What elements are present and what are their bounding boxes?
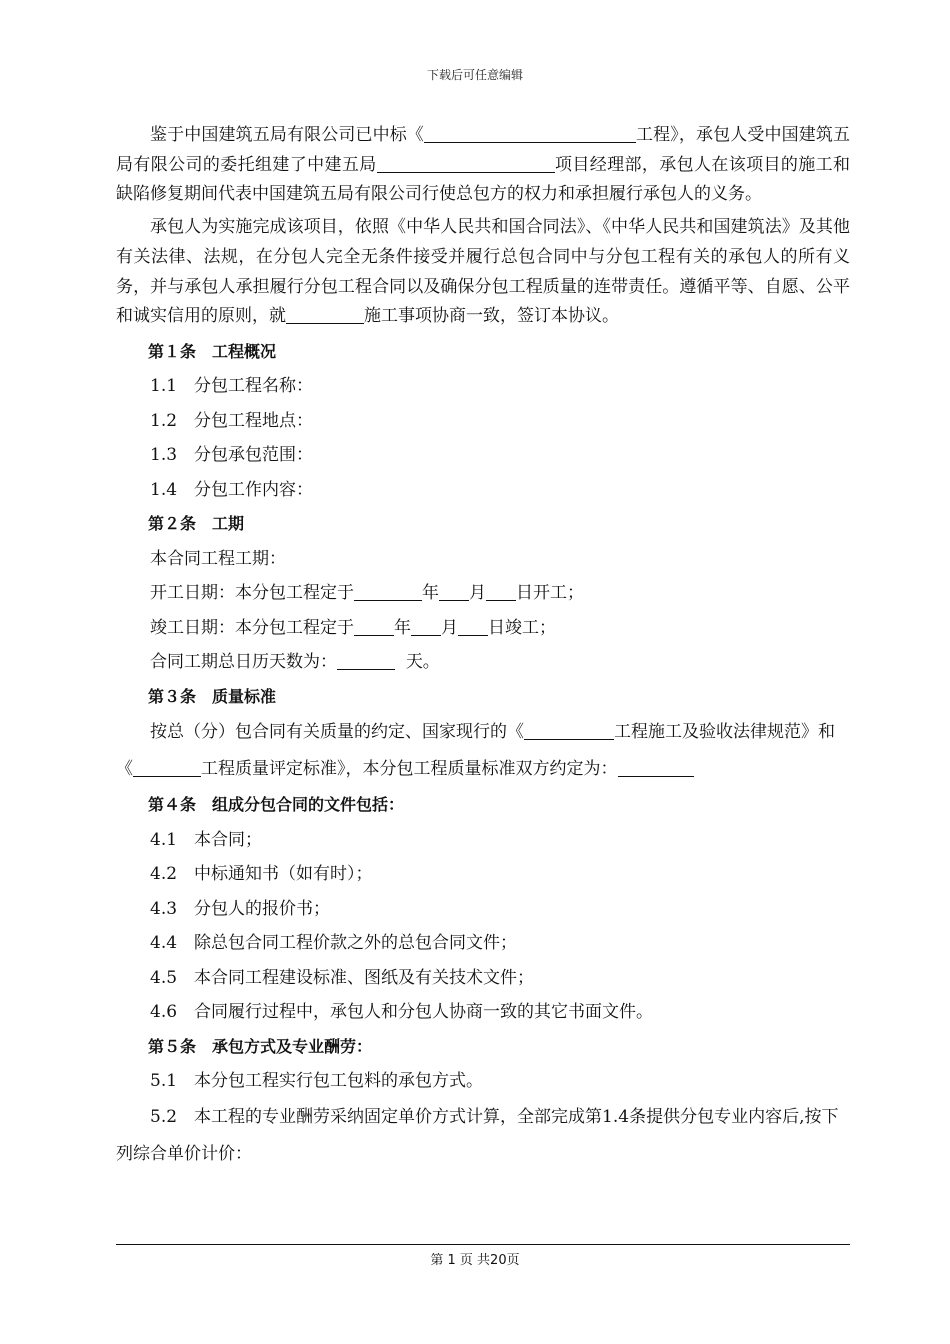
footer-divider bbox=[116, 1244, 850, 1245]
end-day-blank bbox=[458, 618, 488, 636]
article-5-item: 5.1 本分包工程实行包工包料的承包方式。 bbox=[150, 1071, 484, 1092]
intro-paragraph-1 bbox=[116, 121, 850, 210]
start-month-blank bbox=[439, 583, 469, 601]
end-date-line bbox=[116, 611, 850, 646]
start-date-label: 开工日期：本分包工程定于 bbox=[150, 583, 354, 604]
article-4-item: 4.3 分包人的报价书； bbox=[150, 898, 331, 919]
project-name-blank bbox=[424, 125, 636, 143]
intro-text: 施工事项协商一致，签订本协议。 bbox=[364, 306, 619, 327]
total-days-label: 合同工期总日历天数为： bbox=[150, 652, 337, 673]
article-4-item: 4.1 本合同； bbox=[150, 829, 263, 850]
article-3-heading: 第３条 质量标准 bbox=[148, 686, 277, 706]
article-5-heading: 第５条 承包方式及专业酬劳： bbox=[148, 1036, 373, 1056]
quality-paragraph bbox=[116, 714, 850, 788]
end-month-blank bbox=[411, 618, 441, 636]
start-year-blank bbox=[354, 583, 422, 601]
end-day-label: 日竣工； bbox=[488, 617, 556, 638]
start-day-blank bbox=[486, 583, 516, 601]
regulation-blank bbox=[524, 722, 614, 740]
start-date-line bbox=[116, 576, 850, 611]
article-4-item: 4.4 除总包合同工程价款之外的总包合同文件； bbox=[150, 933, 518, 954]
article-1-item: 1.4 分包工作内容： bbox=[150, 479, 314, 500]
article-4-item: 4.6 合同履行过程中，承包人和分包人协商一致的其它书面文件。 bbox=[150, 1002, 654, 1023]
article-4-heading: 第４条 组成分包合同的文件包括： bbox=[148, 795, 405, 815]
intro-text: 项目经理部，承包人在该项目的施工和缺陷修复期间代表中国建筑五局有限公司行使总包方的权力和承担履行承包人的义务。 bbox=[116, 154, 850, 205]
work-item-blank bbox=[286, 306, 364, 324]
article-2-heading: 第２条 工期 bbox=[148, 514, 245, 534]
quality-standard-blank bbox=[618, 759, 694, 777]
document-body bbox=[116, 121, 850, 1173]
quality-text: 按总（分）包合同有关质量的约定、国家现行的《 bbox=[150, 722, 524, 743]
month-label: 月 bbox=[441, 617, 458, 638]
page-number: 第 1 页 共20页 bbox=[430, 1253, 520, 1268]
article-1-item: 1.2 分包工程地点： bbox=[150, 410, 314, 431]
start-day-label: 日开工； bbox=[516, 583, 584, 604]
standard-blank bbox=[133, 759, 201, 777]
article-1-item: 1.1 分包工程名称： bbox=[150, 376, 314, 397]
duration-intro: 本合同工程工期： bbox=[150, 548, 286, 569]
article-1-heading: 第１条 工程概况 bbox=[148, 341, 277, 361]
intro-text: 鉴于中国建筑五局有限公司已中标《 bbox=[150, 125, 424, 145]
year-label: 年 bbox=[394, 617, 411, 638]
month-label: 月 bbox=[469, 583, 486, 604]
end-date-label: 竣工日期：本分包工程定于 bbox=[150, 617, 354, 638]
article-1-item: 1.3 分包承包范围： bbox=[150, 445, 314, 466]
intro-paragraph-2 bbox=[116, 213, 850, 332]
total-days-blank bbox=[337, 652, 395, 670]
quality-text: 工程质量评定标准》，本分包工程质量标准双方约定为： bbox=[201, 759, 618, 780]
article-4-item: 4.5 本合同工程建设标准、图纸及有关技术文件； bbox=[150, 967, 535, 988]
article-4-item: 4.2 中标通知书（如有时）； bbox=[150, 864, 373, 885]
header-note: 下载后可任意编辑 bbox=[426, 68, 523, 82]
article-5-item: 5.2 本工程的专业酬劳采纳固定单价方式计算，全部完成第1.4条提供分包专业内容后,按下列综合单价计价： bbox=[116, 1106, 839, 1164]
total-days-line bbox=[116, 645, 850, 680]
quality-text: 工程施工及验收法律规范》和《 bbox=[116, 722, 835, 780]
intro-text: 工程》，承包人受中国建筑五局有限公司的委托组建了中建五局 bbox=[116, 125, 851, 175]
end-year-blank bbox=[354, 618, 394, 636]
department-name-blank bbox=[377, 155, 555, 173]
year-label: 年 bbox=[422, 583, 439, 604]
intro-text: 承包人为实施完成该项目，依照《中华人民共和国合同法》、《中华人民共和国建筑法》及其他有关法律、法规，在分包人完全无条件接受并履行总包合同中与分包工程有关的承包人的所有义务，并与承包人承担履行分包工程合同以及确保分包工程质量的连带责任。遵循平等、自愿、公平和诚实信用的原则，就 bbox=[116, 217, 850, 327]
days-unit: 天。 bbox=[405, 652, 440, 673]
